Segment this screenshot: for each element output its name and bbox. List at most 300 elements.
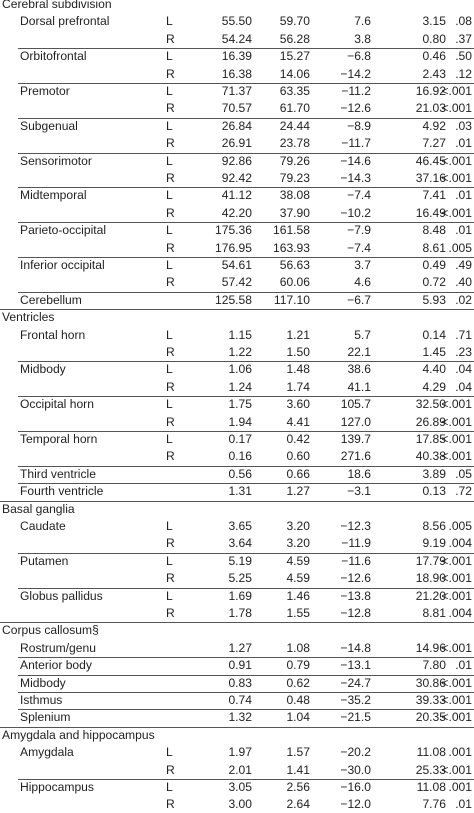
section-header [0,309,474,326]
value-cell: 0.16 [228,449,252,464]
section-header [0,501,474,518]
value-cell: 0.60 [286,449,310,464]
value-cell: 1.41 [286,762,310,777]
value-cell: 61.70 [279,101,310,116]
statistic-cell: 18.90 [415,571,446,586]
value-cell: 1.08 [286,640,310,655]
value-cell: 0.48 [286,693,310,707]
p-value-cell: <.001 [441,432,472,446]
statistic-cell: 8.81 [422,606,446,620]
hemisphere-cell: L [166,84,173,98]
value-cell: 0.74 [228,693,252,707]
region-label: Dorsal prefrontal [20,14,110,29]
percent-change-cell: −16.0 [340,780,371,794]
value-cell: 79.23 [279,171,310,185]
p-value-cell: <.001 [441,101,472,116]
hemisphere-cell: L [166,519,173,533]
statistic-cell: 4.29 [422,379,446,394]
hemisphere-cell: L [166,780,173,794]
statistic-cell: 1.45 [422,345,446,359]
p-value-cell: .01 [455,188,472,203]
statistic-cell: 0.46 [422,49,446,64]
value-cell: 26.84 [221,118,252,133]
section-header [0,0,474,13]
hemisphere-cell: R [166,136,175,151]
percent-change-cell: −12.6 [340,101,371,116]
statistic-cell: 37.16 [415,171,446,185]
hemisphere-cell: R [166,571,175,586]
table-row [0,431,474,448]
percent-change-cell: −11.6 [341,553,371,568]
p-value-cell: <.001 [441,153,472,168]
hemisphere-cell: L [166,49,173,64]
table-row [0,535,474,552]
region-label: Temporal horn [20,432,98,446]
statistic-cell: 11.08 [416,745,446,760]
value-cell: 63.35 [279,84,310,98]
value-cell: 26.91 [221,136,252,151]
value-cell: 24.44 [279,118,310,133]
value-cell: 0.66 [286,466,310,481]
statistic-cell: 25.33 [415,762,446,777]
value-cell: 1.75 [228,397,252,412]
section-label: Cerebral subdivision [2,0,112,11]
value-cell: 117.10 [273,292,310,307]
value-cell: 2.56 [286,780,310,794]
value-cell: 3.64 [228,536,252,551]
value-cell: 125.58 [215,292,252,307]
statistic-cell: 17.85 [415,432,446,446]
table-row [0,518,474,535]
statistic-cell: 21.03 [415,101,446,116]
value-cell: 0.83 [228,675,252,690]
table-row [0,66,474,83]
percent-change-cell: −14.8 [340,640,371,655]
percent-change-cell: 139.7 [340,432,371,446]
statistic-cell: 21.20 [415,588,446,603]
value-cell: 1.50 [286,345,310,359]
hemisphere-cell: L [166,258,173,272]
value-cell: 2.01 [228,762,252,777]
statistic-cell: 4.40 [422,362,446,377]
statistic-cell: 20.35 [415,710,446,725]
p-value-cell: .004 [448,536,472,551]
region-label: Anterior body [20,658,92,673]
region-label: Isthmus [20,693,63,707]
table-row [0,153,474,170]
percent-change-cell: 18.6 [347,466,371,481]
region-label: Frontal horn [20,327,86,342]
value-cell: 1.57 [286,745,310,760]
statistic-cell: 3.89 [422,466,446,481]
p-value-cell: .72 [455,484,472,499]
value-cell: 1.55 [286,606,310,620]
p-value-cell: .37 [455,31,472,46]
hemisphere-cell: L [166,223,173,238]
p-value-cell: <.001 [441,710,472,725]
percent-change-cell: 271.6 [340,449,371,464]
table-row [0,448,474,465]
hemisphere-cell: L [166,14,173,29]
table-row [0,466,474,483]
p-value-cell: <.001 [441,205,472,220]
p-value-cell: <.001 [441,693,472,707]
value-cell: 1.69 [228,588,252,603]
hemisphere-cell: L [166,553,173,568]
p-value-cell: .01 [455,797,472,812]
region-label: Fourth ventricle [20,484,104,499]
table-row [0,605,474,622]
percent-change-cell: −7.4 [347,188,371,203]
section-label: Amygdala and hippocampus [2,727,155,742]
percent-change-cell: −11.7 [341,136,371,151]
p-value-cell: .12 [455,66,472,81]
hemisphere-cell: R [166,449,175,464]
value-cell: 15.27 [279,49,310,64]
hemisphere-cell: R [166,275,175,290]
region-label: Subgenual [20,118,78,133]
hemisphere-cell: L [166,588,173,603]
hemisphere-cell: R [166,66,175,81]
value-cell: 1.27 [228,640,252,655]
hemisphere-cell: R [166,797,175,812]
p-value-cell: .004 [448,606,472,620]
statistic-cell: 8.56 [422,519,446,533]
table-row [0,344,474,361]
value-cell: 60.06 [279,275,310,290]
value-cell: 0.42 [286,432,310,446]
p-value-cell: .005 [448,519,472,533]
value-cell: 1.48 [286,362,310,377]
region-label: Midbody [20,362,66,377]
region-label: Hippocampus [20,780,94,794]
value-cell: 0.79 [286,658,310,673]
region-label: Premotor [20,84,70,98]
table-row [0,796,474,813]
statistic-cell: 7.80 [422,658,446,673]
percent-change-cell: 7.6 [354,14,371,29]
table-row [0,640,474,657]
value-cell: 37.90 [279,205,310,220]
statistic-cell: 5.93 [422,292,446,307]
table-row [0,675,474,692]
statistic-cell: 32.50 [415,397,446,412]
value-cell: 1.15 [228,327,252,342]
statistic-cell: 0.49 [422,258,446,272]
value-cell: 4.59 [286,571,310,586]
percent-change-cell: −14.2 [340,66,371,81]
percent-change-cell: 22.1 [347,345,371,359]
statistic-cell: 46.45 [415,153,446,168]
value-cell: 3.00 [228,797,252,812]
table-row [0,13,474,30]
statistic-cell: 0.80 [422,31,446,46]
percent-change-cell: 38.6 [347,362,371,377]
statistic-cell: 14.96 [415,640,446,655]
table-row [0,222,474,239]
p-value-cell: <.001 [441,571,472,586]
percent-change-cell: −14.6 [340,153,371,168]
table-row [0,779,474,796]
percent-change-cell: −12.8 [340,606,371,620]
statistic-cell: 16.49 [415,205,446,220]
statistic-cell: 4.92 [422,118,446,133]
percent-change-cell: 5.7 [354,327,371,342]
p-value-cell: .03 [455,118,472,133]
percent-change-cell: 41.1 [347,379,371,394]
p-value-cell: <.001 [441,414,472,429]
hemisphere-cell: R [166,762,175,777]
statistic-cell: 9.19 [422,536,446,551]
value-cell: 3.20 [286,536,310,551]
hemisphere-cell: L [166,432,173,446]
region-label: Occipital horn [20,397,94,412]
percent-change-cell: −20.2 [340,745,371,760]
table-row [0,379,474,396]
value-cell: 57.42 [221,275,252,290]
hemisphere-cell: R [166,101,175,116]
region-label: Midbody [20,675,66,690]
hemisphere-cell: L [166,327,173,342]
table-row [0,240,474,257]
value-cell: 23.78 [279,136,310,151]
p-value-cell: .08 [455,14,472,29]
value-cell: 54.61 [221,258,252,272]
p-value-cell: <.001 [441,553,472,568]
section-label: Ventricles [2,310,55,325]
value-cell: 175.36 [215,223,252,238]
region-label: Orbitofrontal [20,49,87,64]
value-cell: 3.60 [286,397,310,412]
p-value-cell: .01 [455,223,472,238]
value-cell: 41.12 [221,188,252,203]
p-value-cell: <.001 [441,171,472,185]
value-cell: 0.56 [228,466,252,481]
p-value-cell: .01 [455,658,472,673]
value-cell: 1.78 [228,606,252,620]
value-cell: 1.46 [286,588,310,603]
percent-change-cell: −30.0 [340,762,371,777]
section-label: Corpus callosum§ [2,623,99,638]
value-cell: 5.19 [228,553,252,568]
table-row [0,483,474,500]
table-row [0,170,474,187]
table-row [0,361,474,378]
p-value-cell: .04 [455,362,472,377]
percent-change-cell: 105.7 [340,397,371,412]
statistic-cell: 8.61 [422,240,446,255]
value-cell: 56.28 [279,31,310,46]
p-value-cell: <.001 [441,588,472,603]
region-label: Amygdala [20,745,74,760]
value-cell: 161.58 [273,223,310,238]
p-value-cell: .05 [455,466,472,481]
p-value-cell: .23 [455,345,472,359]
statistic-cell: 7.76 [422,797,446,812]
table-row [0,396,474,413]
p-value-cell: <.001 [441,84,472,98]
value-cell: 2.64 [286,797,310,812]
table-row [0,292,474,309]
value-cell: 1.31 [228,484,252,499]
percent-change-cell: −35.2 [340,693,371,707]
percent-change-cell: 3.8 [354,31,371,46]
value-cell: 1.94 [228,414,252,429]
statistic-cell: 2.43 [422,66,446,81]
value-cell: 176.95 [215,240,252,255]
statistic-cell: 39.33 [415,693,446,707]
percent-change-cell: −6.7 [347,292,371,307]
p-value-cell: .50 [455,49,472,64]
table-row [0,31,474,48]
hemisphere-cell: R [166,31,175,46]
value-cell: 54.24 [221,31,252,46]
table-row [0,762,474,779]
hemisphere-cell: L [166,362,173,377]
p-value-cell: <.001 [441,762,472,777]
value-cell: 92.42 [221,171,252,185]
value-cell: 42.20 [221,205,252,220]
statistic-cell: 16.92 [415,84,446,98]
value-cell: 1.22 [228,345,252,359]
region-label: Sensorimotor [20,153,92,168]
value-cell: 71.37 [221,84,252,98]
region-label: Inferior occipital [20,258,105,272]
percent-change-cell: −7.9 [347,223,371,238]
value-cell: 79.26 [279,153,310,168]
value-cell: 1.21 [286,327,310,342]
value-cell: 3.05 [228,780,252,794]
p-value-cell: .49 [455,258,472,272]
hemisphere-cell: L [166,153,173,168]
value-cell: 1.32 [228,710,252,725]
percent-change-cell: −11.2 [341,84,371,98]
statistic-cell: 3.15 [422,14,446,29]
percent-change-cell: 127.0 [340,414,371,429]
table-row [0,588,474,605]
value-cell: 16.38 [221,66,252,81]
value-cell: 70.57 [221,101,252,116]
p-value-cell: <.001 [441,675,472,690]
value-cell: 5.25 [228,571,252,586]
value-cell: 1.74 [286,379,310,394]
percent-change-cell: −14.3 [340,171,371,185]
section-header [0,622,474,639]
hemisphere-cell: R [166,536,175,551]
statistic-cell: 0.14 [422,327,446,342]
percent-change-cell: −10.2 [340,205,371,220]
percent-change-cell: −12.3 [340,519,371,533]
hemisphere-cell: R [166,345,175,359]
hemisphere-cell: R [166,171,175,185]
table-row [0,570,474,587]
table-row [0,657,474,674]
value-cell: 1.97 [228,745,252,760]
statistic-cell: 7.41 [422,188,446,203]
table-row [0,553,474,570]
table-row [0,274,474,291]
p-value-cell: .71 [455,327,472,342]
hemisphere-cell: R [166,414,175,429]
p-value-cell: .02 [455,292,472,307]
percent-change-cell: −21.5 [340,710,371,725]
percent-change-cell: 3.7 [354,258,371,272]
region-label: Splenium [20,710,71,725]
hemisphere-cell: R [166,606,175,620]
value-cell: 56.63 [279,258,310,272]
percent-change-cell: −13.8 [340,588,371,603]
section-label: Basal ganglia [2,501,75,516]
hemisphere-cell: L [166,118,173,133]
table-row [0,692,474,709]
p-value-cell: .01 [455,136,472,151]
p-value-cell: .005 [448,240,472,255]
region-label: Parieto-occipital [20,223,107,238]
region-label: Third ventricle [20,466,96,481]
statistic-cell: 26.89 [415,414,446,429]
table-row [0,135,474,152]
statistic-cell: 17.79 [415,553,446,568]
value-cell: 4.41 [286,414,310,429]
value-cell: 38.08 [279,188,310,203]
table-row [0,257,474,274]
p-value-cell: <.001 [441,640,472,655]
p-value-cell: <.001 [441,449,472,464]
hemisphere-cell: R [166,205,175,220]
p-value-cell: <.001 [441,397,472,412]
percent-change-cell: 4.6 [354,275,371,290]
value-cell: 92.86 [221,153,252,168]
value-cell: 14.06 [279,66,310,81]
p-value-cell: .001 [448,745,472,760]
value-cell: 0.91 [228,658,252,673]
value-cell: 55.50 [221,14,252,29]
statistic-cell: 0.13 [422,484,446,499]
p-value-cell: .001 [448,780,472,794]
region-label: Midtemporal [20,188,87,203]
percent-change-cell: −13.1 [340,658,371,673]
region-label: Putamen [20,553,69,568]
value-cell: 3.20 [286,519,310,533]
value-cell: 0.17 [228,432,252,446]
percent-change-cell: −12.0 [340,797,371,812]
value-cell: 0.62 [286,675,310,690]
hemisphere-cell: R [166,240,175,255]
statistic-cell: 11.08 [416,780,446,794]
percent-change-cell: −7.4 [347,240,371,255]
statistic-cell: 8.48 [422,223,446,238]
percent-change-cell: −24.7 [340,675,371,690]
value-cell: 1.06 [228,362,252,377]
hemisphere-cell: L [166,397,173,412]
value-cell: 1.04 [286,710,310,725]
table-row [0,83,474,100]
statistic-cell: 7.27 [422,136,446,151]
table-row [0,48,474,65]
hemisphere-cell: R [166,379,175,394]
section-header [0,727,474,744]
statistic-cell: 0.72 [422,275,446,290]
table-row [0,118,474,135]
percent-change-cell: −3.1 [347,484,371,499]
table-row [0,100,474,117]
percent-change-cell: −8.9 [347,118,371,133]
region-label: Rostrum/genu [20,640,96,655]
statistic-cell: 40.38 [415,449,446,464]
value-cell: 1.27 [286,484,310,499]
value-cell: 3.65 [228,519,252,533]
table-row [0,187,474,204]
